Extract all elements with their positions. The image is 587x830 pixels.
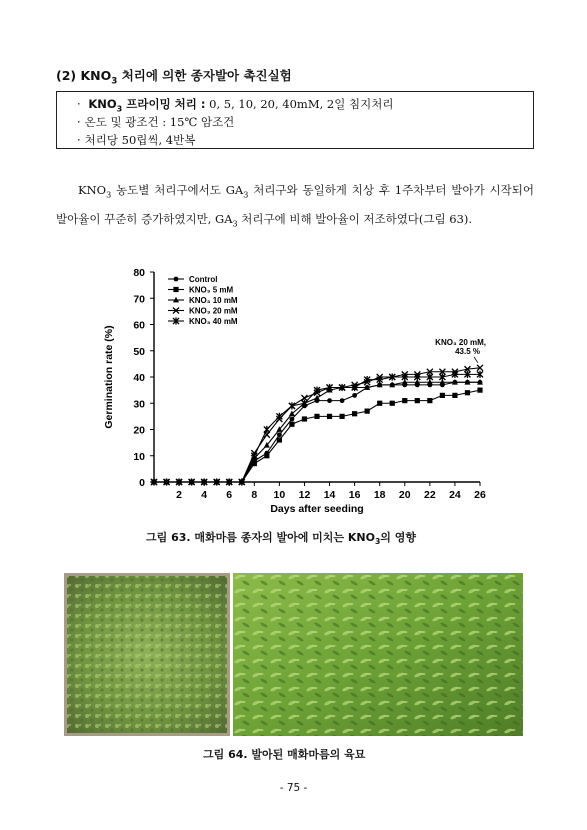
data-point [402, 398, 407, 403]
data-point [264, 453, 269, 458]
y-tick-label: 50 [133, 345, 145, 358]
data-point [427, 398, 432, 403]
x-tick-label: 14 [323, 489, 336, 501]
x-tick-label: 22 [424, 489, 436, 501]
data-point [289, 422, 294, 427]
y-tick-label: 60 [133, 319, 145, 332]
data-point [290, 417, 295, 422]
x-tick-label: 20 [398, 489, 411, 501]
data-point [352, 393, 357, 398]
x-tick-label: 12 [298, 489, 311, 501]
data-point [365, 409, 370, 414]
section-number: (2) [56, 68, 77, 83]
x-tick-label: 26 [474, 489, 486, 501]
seedling-tray-image [64, 573, 230, 736]
annotation-pointer [474, 357, 478, 363]
figure-63-caption: 그림 63. 매화마름 종자의 발아에 미치는 $KNO_3$의 영향 [146, 531, 417, 547]
data-point [352, 411, 357, 416]
x-tick-label: 4 [201, 489, 208, 501]
germination-chart [98, 262, 498, 522]
x-tick-label: 24 [449, 489, 461, 501]
data-point [452, 393, 457, 398]
experiment-conditions-box [56, 91, 534, 149]
legend-label: Control [189, 275, 218, 285]
data-point [277, 437, 282, 442]
x-tick-label: 10 [273, 489, 286, 501]
x-tick-label: 18 [373, 489, 386, 501]
data-point [340, 398, 345, 403]
data-point [314, 414, 319, 419]
condition-1-value: 0, 5, 10, 20, 40mM, 2일 침지처리 [205, 97, 394, 111]
y-tick-label: 0 [139, 477, 145, 489]
seedling-closeup-image [233, 573, 523, 736]
y-axis-label: Germination rate (%) [103, 325, 115, 429]
x-tick-label: 6 [226, 489, 233, 501]
data-point [339, 414, 344, 419]
series-line-1 [154, 390, 480, 482]
legend-label: KNO₃ 40 mM [189, 317, 238, 327]
legend-label: KNO₃ 5 mM [189, 285, 234, 295]
legend-label: KNO₃ 10 mM [189, 296, 238, 306]
data-point [390, 401, 395, 406]
seedling-closeup-photo [233, 573, 523, 736]
page-number: - 75 - [279, 782, 308, 794]
data-point [440, 393, 445, 398]
condition-line-1: · $KNO_3$ 프라이밍 처리 : 0, 5, 10, 20, 40mM, 2일 침지처리 [77, 97, 394, 114]
annotation-line-1: KNO₃ 20 mM, [435, 338, 486, 347]
y-tick-label: 10 [133, 450, 145, 463]
legend-marker [173, 287, 178, 292]
data-point [465, 390, 470, 395]
legend-label: KNO₃ 20 mM [189, 306, 238, 316]
section-title: $KNO_3$ 처리에 의한 종자발아 촉진실험 [80, 68, 292, 87]
y-tick-label: 70 [133, 293, 145, 306]
condition-line-2: · 온도 및 광조건 : 15℃ 암조건 [77, 115, 235, 129]
data-point [477, 388, 482, 393]
data-point [277, 432, 282, 437]
data-point [327, 414, 332, 419]
y-tick-label: 80 [133, 267, 145, 279]
condition-1-label: $KNO_3$ 프라이밍 처리 : [88, 97, 206, 114]
x-tick-label: 8 [251, 489, 258, 501]
body-paragraph: $KNO_3$ 농도별 처리구에서도 $GA_3$ 처리구와 동일하게 치상 후 1주차부터 발아가 시작되어 발아율이 꾸준히 증가하였지만, $GA_3$ 처리구에 비해 발아율이 저조하였다(그림 63). [56, 183, 534, 229]
y-tick-label: 20 [133, 424, 145, 437]
seedling-tray-photo [64, 573, 230, 736]
legend-marker [174, 277, 179, 282]
data-point [377, 401, 382, 406]
annotation-line-2: 43.5 % [455, 347, 480, 356]
x-tick-label: 2 [176, 489, 182, 501]
condition-line-3: · 처리당 50립씩, 4반복 [77, 133, 196, 147]
data-point [302, 416, 307, 421]
data-point [415, 398, 420, 403]
data-point [327, 398, 332, 403]
x-axis-label: Days after seeding [270, 503, 364, 515]
y-tick-label: 40 [133, 372, 145, 384]
data-point [264, 426, 270, 433]
y-tick-label: 30 [133, 398, 145, 411]
x-tick-label: 16 [348, 489, 361, 501]
section-heading [56, 66, 292, 87]
figure-64-caption: 그림 64. 발아된 매화마름의 육묘 [203, 748, 366, 761]
